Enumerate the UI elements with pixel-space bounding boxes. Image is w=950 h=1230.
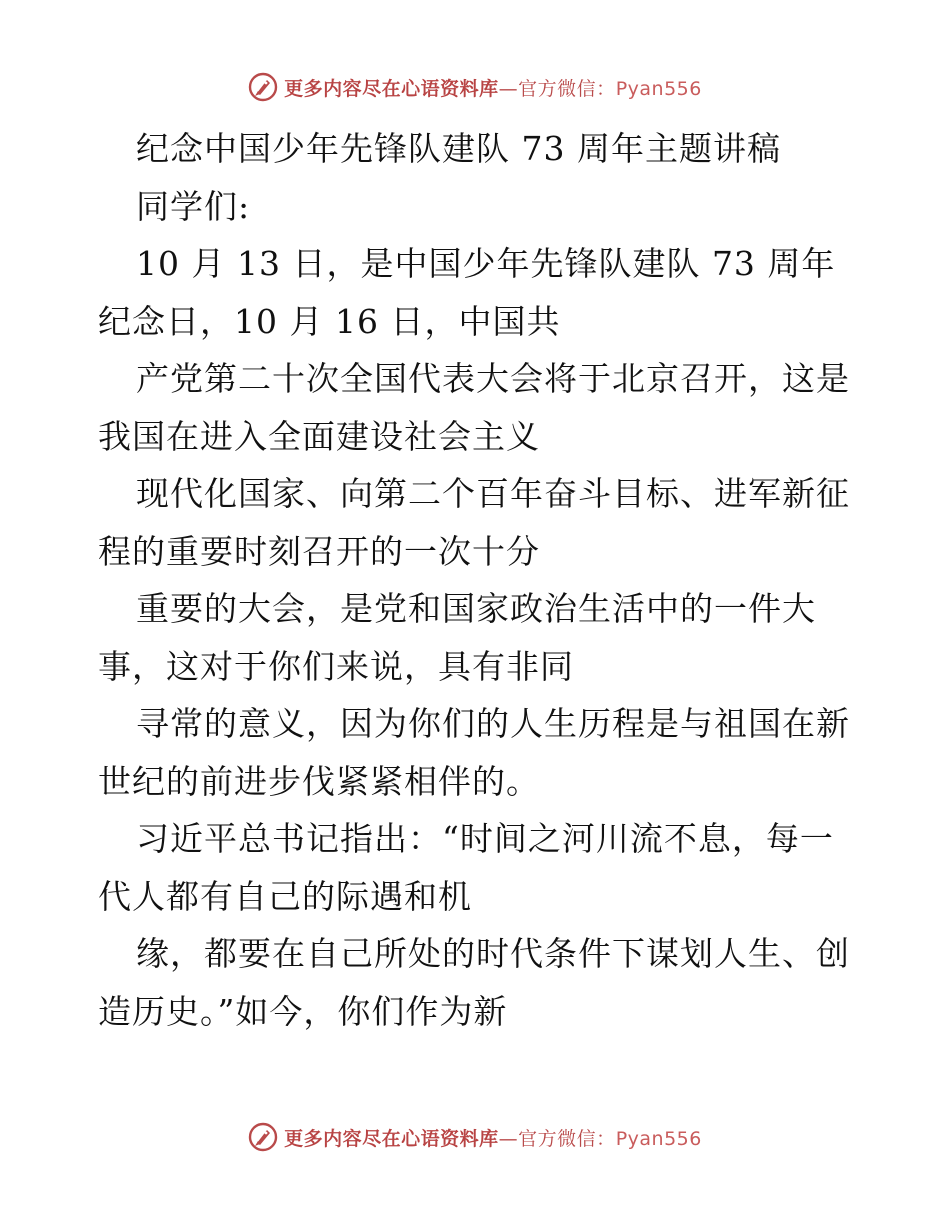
text-line: 世纪的前进步伐紧紧相伴的。 bbox=[98, 761, 540, 801]
footer-watermark bbox=[0, 1122, 950, 1152]
pen-nib-icon bbox=[248, 72, 278, 102]
text-line: 造历史。”如今，你们作为新 bbox=[98, 991, 508, 1031]
pen-nib-icon bbox=[248, 1122, 278, 1152]
document-body bbox=[98, 120, 858, 1040]
document-title: 纪念中国少年先锋队建队 73 周年主题讲稿 bbox=[136, 129, 781, 168]
text-line: 缘，都要在自己所处的时代条件下谋划人生、创 bbox=[136, 934, 850, 973]
watermark-text: 更多内容尽在心语资料库—官方微信：Pyan556 bbox=[284, 77, 702, 100]
text-line: 代人都有自己的际遇和机 bbox=[98, 876, 472, 916]
text-line: 现代化国家、向第二个百年奋斗目标、进军新征 bbox=[136, 474, 850, 513]
text-line: 10 月 13 日，是中国少年先锋队建队 73 周年 bbox=[136, 244, 836, 283]
text-line: 习近平总书记指出：“时间之河川流不息，每一 bbox=[136, 819, 834, 858]
salutation: 同学们: bbox=[136, 186, 251, 226]
watermark-text: 更多内容尽在心语资料库—官方微信：Pyan556 bbox=[284, 1127, 702, 1150]
text-line: 程的重要时刻召开的一次十分 bbox=[98, 531, 540, 571]
text-line: 寻常的意义，因为你们的人生历程是与祖国在新 bbox=[136, 704, 850, 743]
text-line: 重要的大会，是党和国家政治生活中的一件大 bbox=[136, 589, 816, 628]
text-line: 产党第二十次全国代表大会将于北京召开，这是 bbox=[136, 359, 850, 398]
header-watermark bbox=[0, 72, 950, 102]
text-line: 纪念日，10 月 16 日，中国共 bbox=[98, 301, 561, 341]
text-line: 我国在进入全面建设社会主义 bbox=[98, 416, 540, 456]
text-line: 事，这对于你们来说，具有非同 bbox=[98, 646, 574, 686]
